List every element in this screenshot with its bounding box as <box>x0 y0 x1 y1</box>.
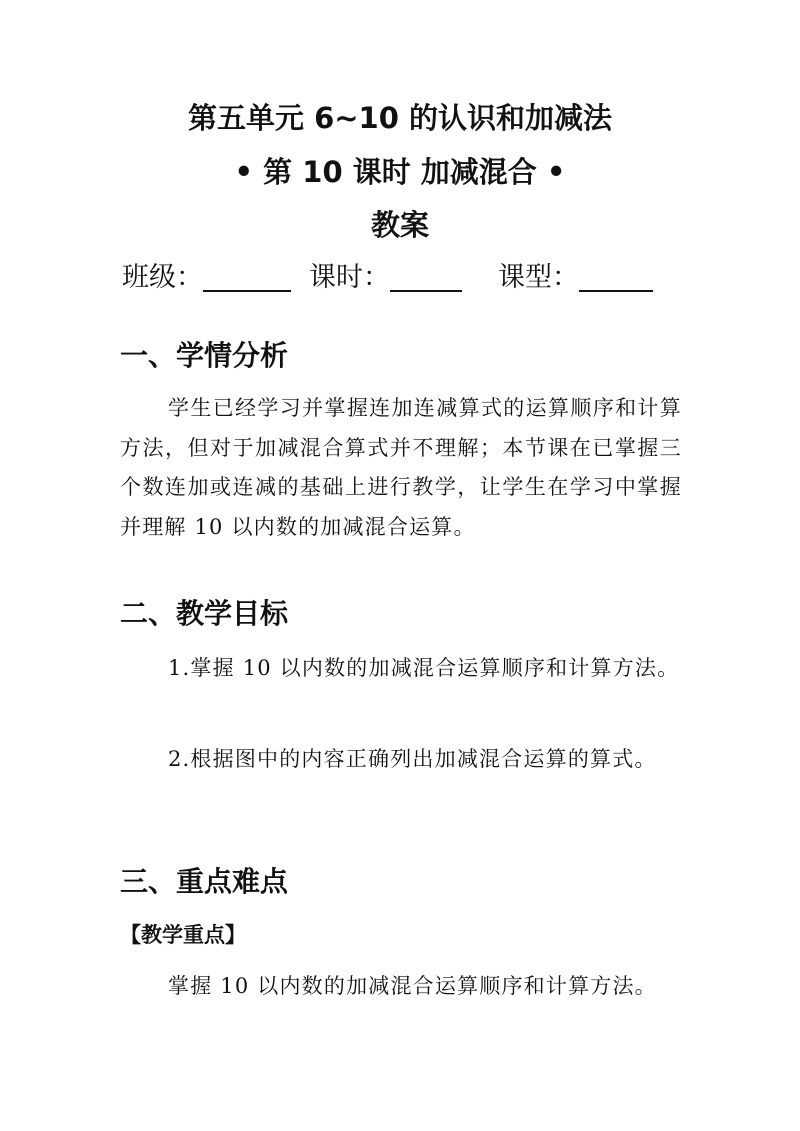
lesson-meta-row <box>122 258 653 298</box>
section-heading-key-points: 三、重点难点 <box>120 865 289 898</box>
type-blank[interactable] <box>579 258 653 292</box>
objective-item: 2.根据图中的内容正确列出加减混合运算的算式。 <box>168 747 657 771</box>
unit-title: 第五单元 6~10 的认识和加减法 <box>187 101 613 135</box>
type-label: 课型： <box>498 262 579 293</box>
class-label: 班级： <box>122 262 203 293</box>
class-blank[interactable] <box>203 258 291 292</box>
lesson-title: • 第 10 课时 加减混合 • <box>234 155 566 189</box>
period-blank[interactable] <box>390 258 462 292</box>
section-paragraph: 掌握 10 以内数的加减混合运算顺序和计算方法。 <box>168 974 657 998</box>
objective-item: 1.掌握 10 以内数的加减混合运算顺序和计算方法。 <box>168 656 680 680</box>
section-heading-objectives: 二、教学目标 <box>120 597 289 630</box>
section-paragraph: 学生已经学习并掌握连加连减算式的运算顺序和计算方法，但对于加减混合算式并不理解；本节课在已掌握三个数连加或连减的基础上进行教学，让学生在学习中掌握并理解 10 以内数的加减混合运算。 <box>120 396 682 539</box>
doc-type-title: 教案 <box>370 208 429 242</box>
section-heading-learner-analysis: 一、学情分析 <box>120 339 289 372</box>
subheading-teaching-focus: 【教学重点】 <box>120 923 246 947</box>
period-label: 课时： <box>309 262 390 293</box>
